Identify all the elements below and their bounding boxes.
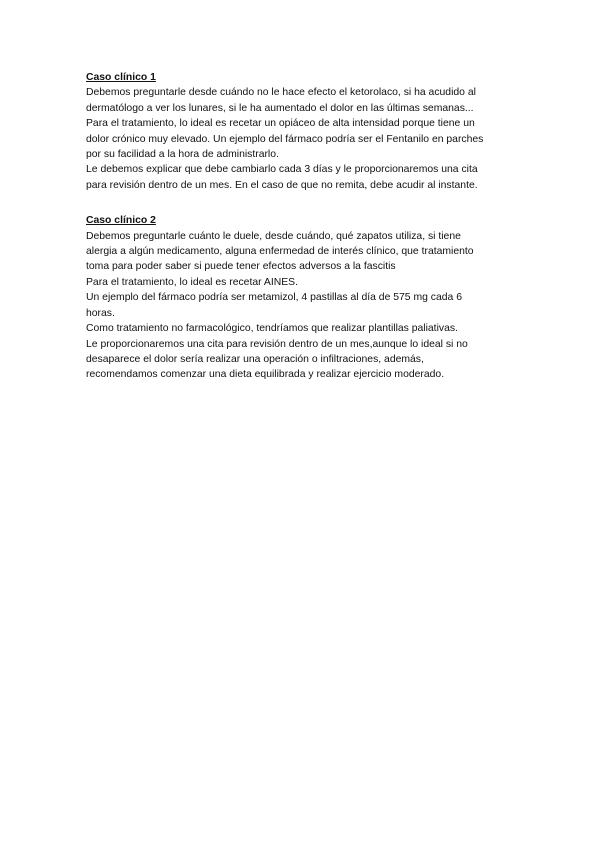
text-line: Debemos preguntarle cuánto le duele, desde cuándo, qué zapatos utiliza, si tiene <box>86 230 461 242</box>
case-paragraph <box>86 85 516 116</box>
case-title: Caso clínico 2 <box>86 215 156 227</box>
case-title: Caso clínico 1 <box>86 72 156 83</box>
text-line: Como tratamiento no farmacológico, tendríamos que realizar plantillas paliativas. <box>86 323 458 335</box>
case-section-1 <box>86 70 516 193</box>
text-line: para revisión dentro de un mes. En el caso de que no remita, debe acudir al instante. <box>86 179 478 191</box>
case-paragraph <box>86 229 516 275</box>
case-paragraph <box>86 337 516 383</box>
text-line: Un ejemplo del fármaco podría ser metamizol, 4 pastillas al día de 575 mg cada 6 <box>86 292 462 304</box>
text-line: Para el tratamiento, lo ideal es recetar AINES. <box>86 276 298 288</box>
text-line: alergia a algún medicamento, alguna enfermedad de interés clínico, que tratamiento <box>86 246 474 258</box>
text-line: dermatólogo a ver los lunares, si le ha aumentado el dolor en las últimas semanas... <box>86 102 474 114</box>
case-section-2 <box>86 213 516 382</box>
case-paragraph <box>86 275 516 290</box>
text-line: recomendamos comenzar una dieta equilibrada y realizar ejercicio moderado. <box>86 369 445 381</box>
text-line: toma para poder saber si puede tener efectos adversos a la fascitis <box>86 261 396 273</box>
case-paragraph <box>86 321 516 336</box>
case-paragraph <box>86 162 516 193</box>
text-line: dolor crónico muy elevado. Un ejemplo del fármaco podría ser el Fentanilo en parches <box>86 133 484 145</box>
text-line: Le proporcionaremos una cita para revisión dentro de un mes,aunque lo ideal si no <box>86 338 468 350</box>
case-paragraph <box>86 290 516 321</box>
text-line: por su facilidad a la hora de administrarlo. <box>86 149 279 161</box>
text-line: Le debemos explicar que debe cambiarlo cada 3 días y le proporcionaremos una cita <box>86 164 478 176</box>
text-line: Debemos preguntarle desde cuándo no le hace efecto el ketorolaco, si ha acudido al <box>86 87 476 99</box>
text-line: horas. <box>86 307 115 319</box>
case-paragraph <box>86 116 516 162</box>
document-page <box>86 70 516 383</box>
text-line: desaparece el dolor sería realizar una operación o infiltraciones, además, <box>86 353 424 365</box>
text-line: Para el tratamiento, lo ideal es recetar un opiáceo de alta intensidad porque tiene un <box>86 118 475 130</box>
